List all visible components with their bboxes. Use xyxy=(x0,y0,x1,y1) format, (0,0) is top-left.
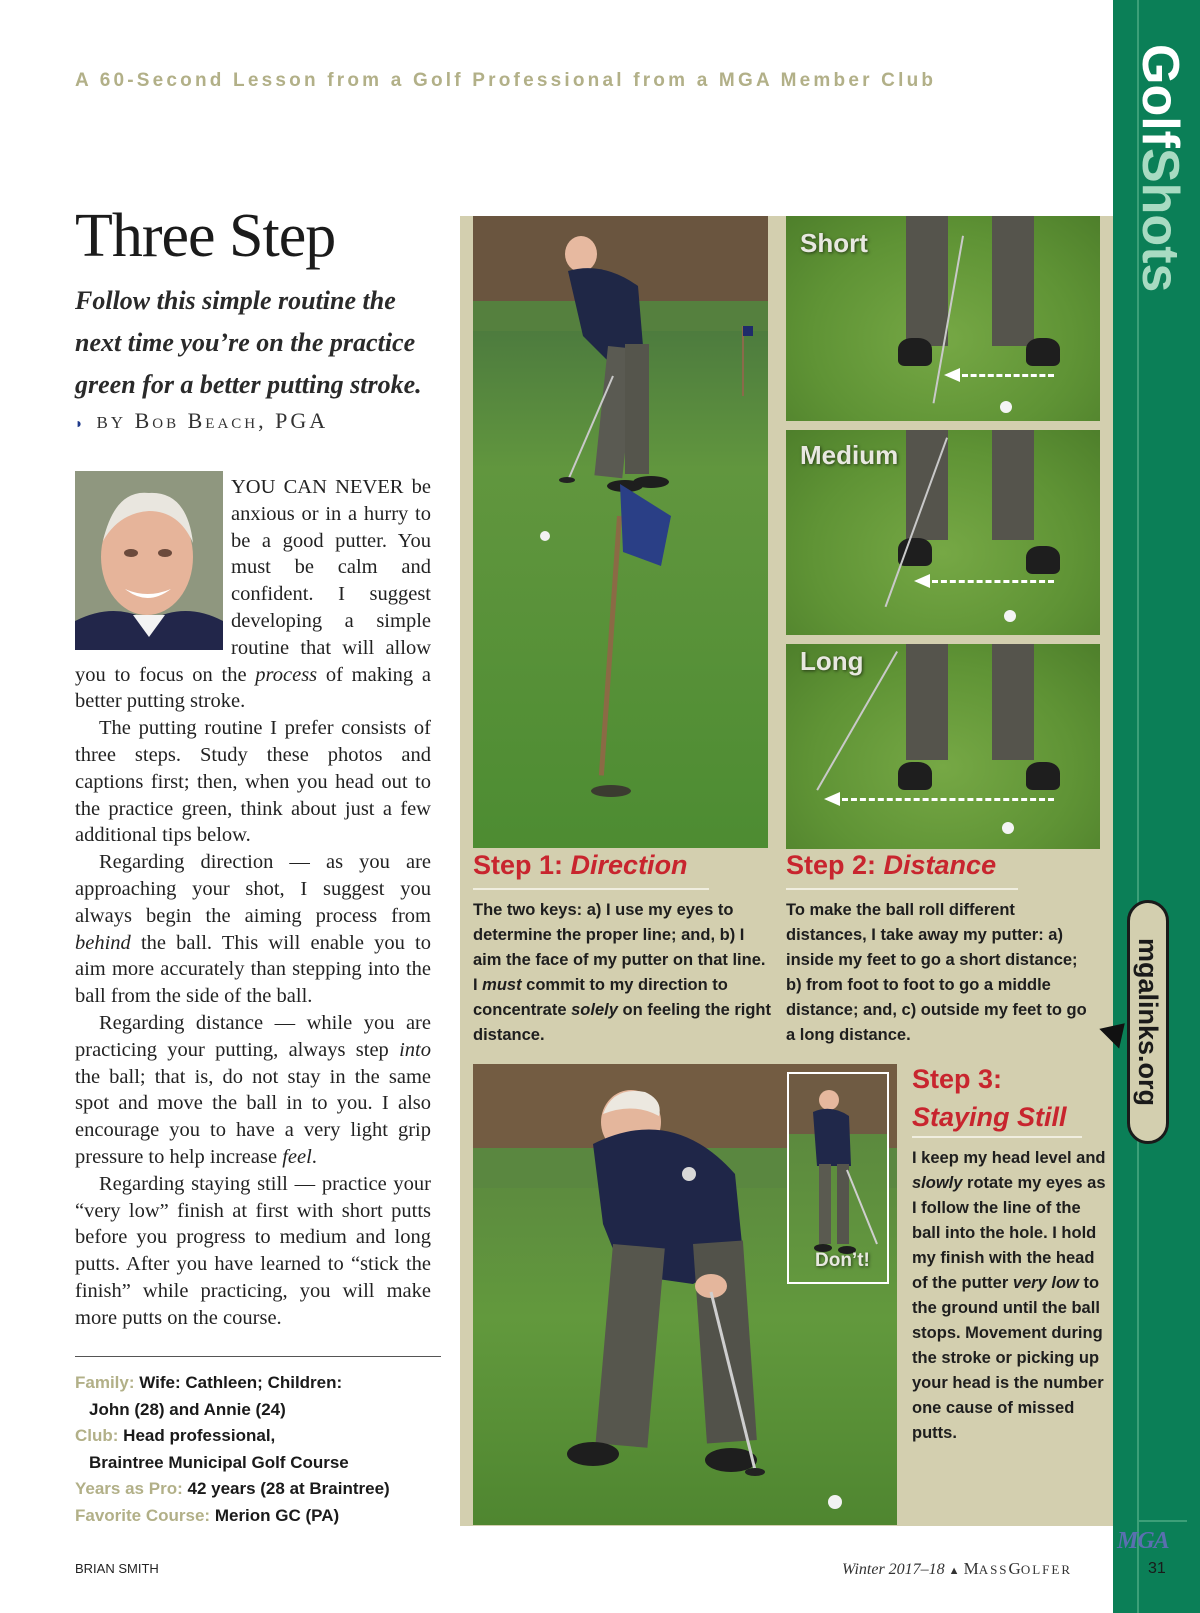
page-number: 31 xyxy=(1148,1560,1166,1577)
text-emphasis: must xyxy=(482,976,522,994)
step2-heading xyxy=(786,850,996,881)
fact-club xyxy=(75,1423,455,1450)
headshot-wrap-space xyxy=(75,474,231,650)
arrowhead-icon xyxy=(944,368,960,382)
text-run: to the ground until the ball stops. Movement during the stroke or picking up your head is the number one cause of missed putts. xyxy=(912,1274,1104,1442)
text-run: the ball; that is, do not stay in the same spot and move the ball in to you. I also encourage you to have a very light grip pressure to help increase xyxy=(75,1065,431,1168)
article-dek: Follow this simple routine the next time you’re on the practice green for a better putting stroke. xyxy=(75,286,422,399)
golf-ball xyxy=(1000,401,1012,413)
right-shoe xyxy=(1026,338,1060,366)
text-run: I keep my head level and xyxy=(912,1149,1106,1167)
article-title: Three Step xyxy=(75,202,336,270)
step3-rule xyxy=(912,1136,1082,1138)
pro-facts xyxy=(75,1370,455,1529)
text-run: the ball. This will enable you to aim more accurately than stepping into the ball from the side of the ball. xyxy=(75,931,431,1008)
text-run: . xyxy=(311,1145,317,1168)
fact-family xyxy=(75,1370,455,1397)
step-name: Distance xyxy=(883,850,997,880)
byline-marker-icon: ◗ xyxy=(75,417,87,432)
paragraph-intro xyxy=(75,474,431,715)
step-number: Step 3: xyxy=(912,1064,1003,1094)
text-run: rotate my eyes as I follow the line of the ball into the hole. I hold my finish with the head of the putter xyxy=(912,1174,1106,1292)
arrowhead-icon xyxy=(914,574,930,588)
paragraph-staying-still: Regarding staying still — practice your “very low” finish at first with short putts before you progress to medium and long putts. After you have learned to “stick the finish” while practicing, you will make more putts on the course. xyxy=(75,1172,431,1329)
left-shoe xyxy=(898,338,932,366)
section-kicker: A 60-Second Lesson from a Golf Professional from a MGA Member Club xyxy=(75,70,937,91)
medium-label: Medium xyxy=(800,440,899,470)
mga-logo: MGA xyxy=(1117,1528,1169,1554)
fact-value: Wife: Cathleen; Children: xyxy=(139,1373,343,1392)
text-run: Regarding direction — as you are approaching your shot, I suggest you always begin the aiming process from xyxy=(75,851,431,927)
issue-date: Winter 2017–18 xyxy=(842,1561,945,1578)
fact-label: Club: xyxy=(75,1426,119,1445)
fact-label: Family: xyxy=(75,1373,135,1392)
section-name xyxy=(1130,44,1190,344)
byline xyxy=(75,408,328,434)
text-run: YOU CAN NEVER be anxious or in a hurry to be a good putter. You must be calm and confident. I suggest developing a simple routine that will allow you to focus on the xyxy=(75,476,431,686)
right-shoe xyxy=(1026,762,1060,790)
stroke-arrow xyxy=(962,374,1054,377)
text-emphasis: solely xyxy=(571,1001,618,1019)
step-number: Step 2: xyxy=(786,850,884,880)
step2-caption: To make the ball roll different distances, I take away my putter: a) inside my feet to go a short distance; b) from foot to foot to go a middle distance; and, c) outside my feet to go a long distance. xyxy=(786,901,1087,1044)
text-emphasis: slowly xyxy=(912,1174,963,1192)
dont-inset-photo xyxy=(787,1072,889,1284)
distance-photo-short xyxy=(786,216,1100,421)
golf-ball xyxy=(1002,822,1014,834)
step1-caption xyxy=(473,898,773,1048)
magazine-name-part: OLFER xyxy=(1020,1562,1072,1577)
step-number: Step 1: xyxy=(473,850,571,880)
paragraph-routine: The putting routine I prefer consists of three steps. Study these photos and captions first; then, when you head out to the practice green, think about just a few additional tips below. xyxy=(75,717,431,847)
facts-divider xyxy=(75,1356,441,1357)
byline-name: Bob Beach xyxy=(134,408,259,433)
band-rule-bottom xyxy=(1137,1520,1187,1522)
text-run: of making a better putting stroke. xyxy=(75,663,431,713)
text-run: commit to my direction to concentrate xyxy=(473,976,728,1019)
step2-rule xyxy=(786,888,1018,890)
step1-heading xyxy=(473,850,688,881)
paragraph-direction xyxy=(75,849,431,1010)
text-run: Regarding distance — while you are practicing your putting, always step xyxy=(75,1011,431,1061)
direction-photo xyxy=(473,216,768,848)
stroke-arrow xyxy=(932,580,1054,583)
right-shoe xyxy=(1026,546,1060,574)
distance-photo-long xyxy=(786,644,1100,849)
right-leg xyxy=(992,430,1034,540)
article-body xyxy=(75,474,431,1332)
short-label: Short xyxy=(800,228,868,258)
text-emphasis: very low xyxy=(1012,1274,1079,1292)
stroke-arrow xyxy=(842,798,1054,801)
step-name: Staying Still xyxy=(912,1102,1067,1132)
left-shoe xyxy=(898,762,932,790)
text-emphasis: into xyxy=(399,1038,431,1061)
fact-label: Years as Pro: xyxy=(75,1479,183,1498)
step1-rule xyxy=(473,888,709,890)
magazine-name-part: G xyxy=(1008,1559,1021,1578)
fact-club-cont: Braintree Municipal Golf Course xyxy=(89,1452,349,1472)
fact-years xyxy=(75,1476,455,1503)
distance-photo-medium xyxy=(786,430,1100,635)
dont-label: Don’t! xyxy=(815,1250,870,1271)
issue-footer xyxy=(842,1559,1072,1579)
byline-by: BY xyxy=(96,413,127,432)
text-emphasis: feel xyxy=(282,1145,312,1168)
golfer-behind-ball-illustration xyxy=(473,216,768,848)
fact-value: Head professional, xyxy=(123,1426,276,1445)
paragraph-distance xyxy=(75,1010,431,1171)
arrowhead-icon xyxy=(824,792,840,806)
fact-value: 42 years (28 at Braintree) xyxy=(187,1479,390,1498)
right-leg xyxy=(992,644,1034,760)
section-name-part: Golf xyxy=(1131,44,1189,148)
step-name: Direction xyxy=(570,850,688,880)
text-run: on feeling the right distance. xyxy=(473,1001,771,1044)
fact-label: Favorite Course: xyxy=(75,1505,211,1525)
byline-suffix: , PGA xyxy=(258,408,329,433)
text-emphasis: process xyxy=(255,663,318,686)
photo-credit: BRIAN SMITH xyxy=(75,1561,159,1576)
golf-ball xyxy=(1004,610,1016,622)
left-leg xyxy=(906,644,948,760)
magazine-name-part: ASS xyxy=(978,1562,1009,1577)
fact-value: Merion GC (PA) xyxy=(214,1505,340,1525)
long-label: Long xyxy=(800,646,864,676)
fact-family-cont: John (28) and Annie (24) xyxy=(89,1399,286,1419)
step3-caption xyxy=(912,1146,1108,1446)
step3-heading xyxy=(912,1060,1067,1136)
section-name-part: Shots xyxy=(1131,147,1189,293)
website-link[interactable]: mgalinks.org xyxy=(1133,937,1163,1107)
magazine-name-part: M xyxy=(963,1559,979,1578)
text-run: The two keys: a) I use my eyes to determine the proper line; and, b) I aim the face of my putter on that line. I xyxy=(473,901,766,994)
left-leg xyxy=(906,216,948,346)
right-leg xyxy=(992,216,1034,346)
fact-course xyxy=(75,1503,455,1530)
flag-icon: ▲ xyxy=(948,1565,960,1577)
text-emphasis: behind xyxy=(75,931,131,954)
